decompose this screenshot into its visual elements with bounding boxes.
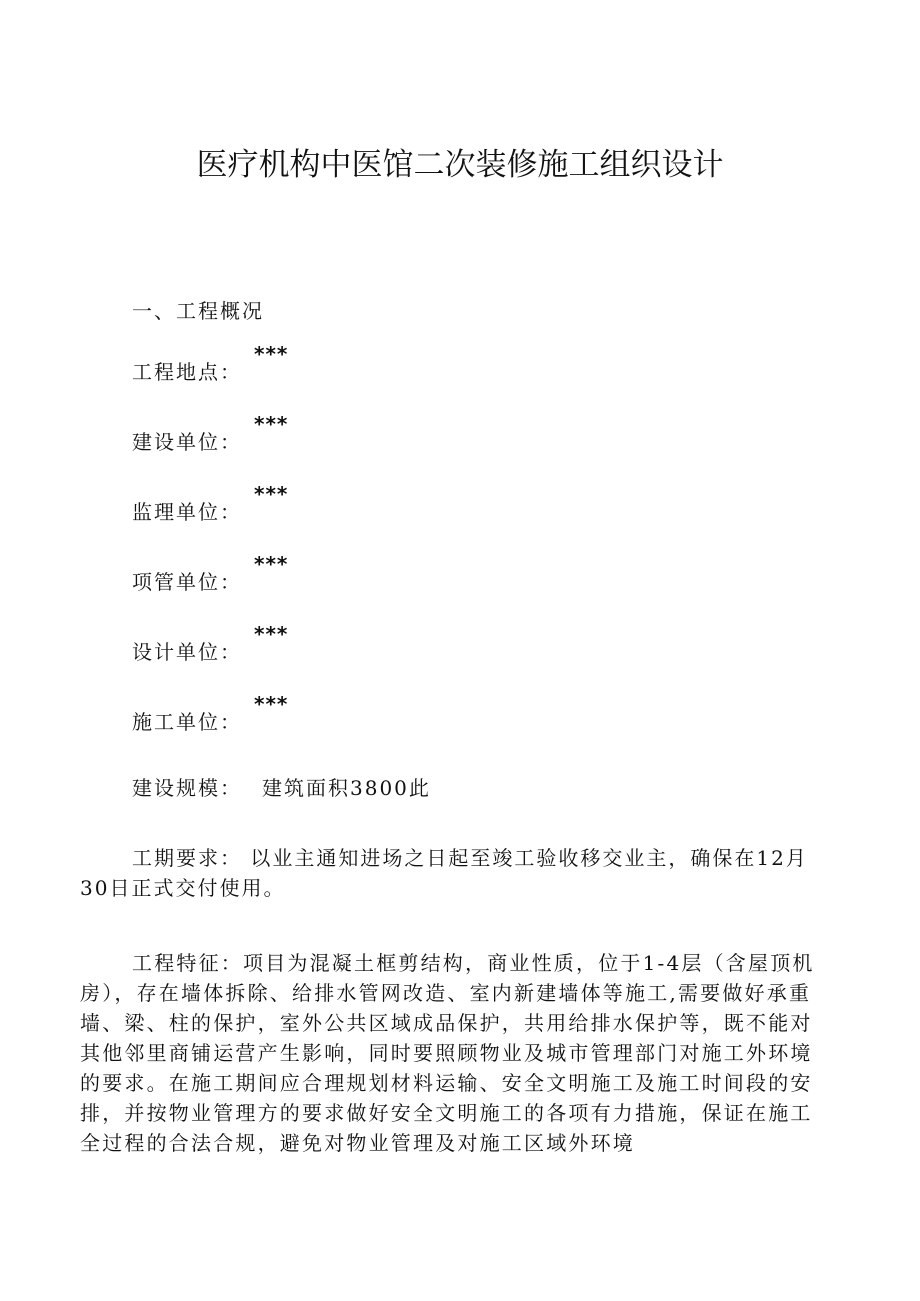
field-value: *** xyxy=(254,692,289,716)
field-construction-unit xyxy=(132,414,632,454)
field-project-location xyxy=(132,344,632,384)
field-supervision-unit xyxy=(132,484,632,524)
field-label: 施工单位： xyxy=(132,710,242,734)
field-design-unit xyxy=(132,624,632,664)
field-value: *** xyxy=(254,622,289,646)
scale-label: 建设规模： xyxy=(132,776,242,800)
field-value: *** xyxy=(254,482,289,506)
field-label: 项管单位： xyxy=(132,570,242,594)
field-label: 建设单位： xyxy=(132,430,242,454)
field-value: *** xyxy=(254,412,289,436)
field-label: 工程地点： xyxy=(132,360,242,384)
section-heading: 一、工程概况 xyxy=(132,299,264,323)
field-value: *** xyxy=(254,552,289,576)
scale-value: 建筑面积3800此 xyxy=(262,776,431,800)
field-contractor-unit xyxy=(132,694,632,734)
field-project-management-unit xyxy=(132,554,632,594)
project-features-paragraph: 工程特征：项目为混凝土框剪结构，商业性质，位于1-4层（含屋顶机房），存在墙体拆除、给排水管网改造、室内新建墙体等施工,需要做好承重墙、梁、柱的保护，室外公共区域成品保护，共用给排水保护等，既不能对其他邻里商铺运营产生影响，同时要照顾物业及城市管理部门对施工外环境的要求。在施工期间应合理规划材料运输、安全文明施工及施工时间段的安排，并按物业管理方的要求做好安全文明施工的各项有力措施，保证在施工全过程的合法合规，避免对物业管理及对施工区域外环境 xyxy=(80,951,815,1155)
document-title: 医疗机构中医馆二次装修施工组织设计 xyxy=(196,147,724,183)
field-value: *** xyxy=(254,342,289,366)
field-label: 设计单位： xyxy=(132,640,242,664)
field-label: 监理单位： xyxy=(132,500,242,524)
construction-scale-row xyxy=(132,774,431,802)
schedule-paragraph: 工期要求： 以业主通知进场之日起至竣工验收移交业主，确保在12月30日正式交付使用。 xyxy=(80,846,808,900)
